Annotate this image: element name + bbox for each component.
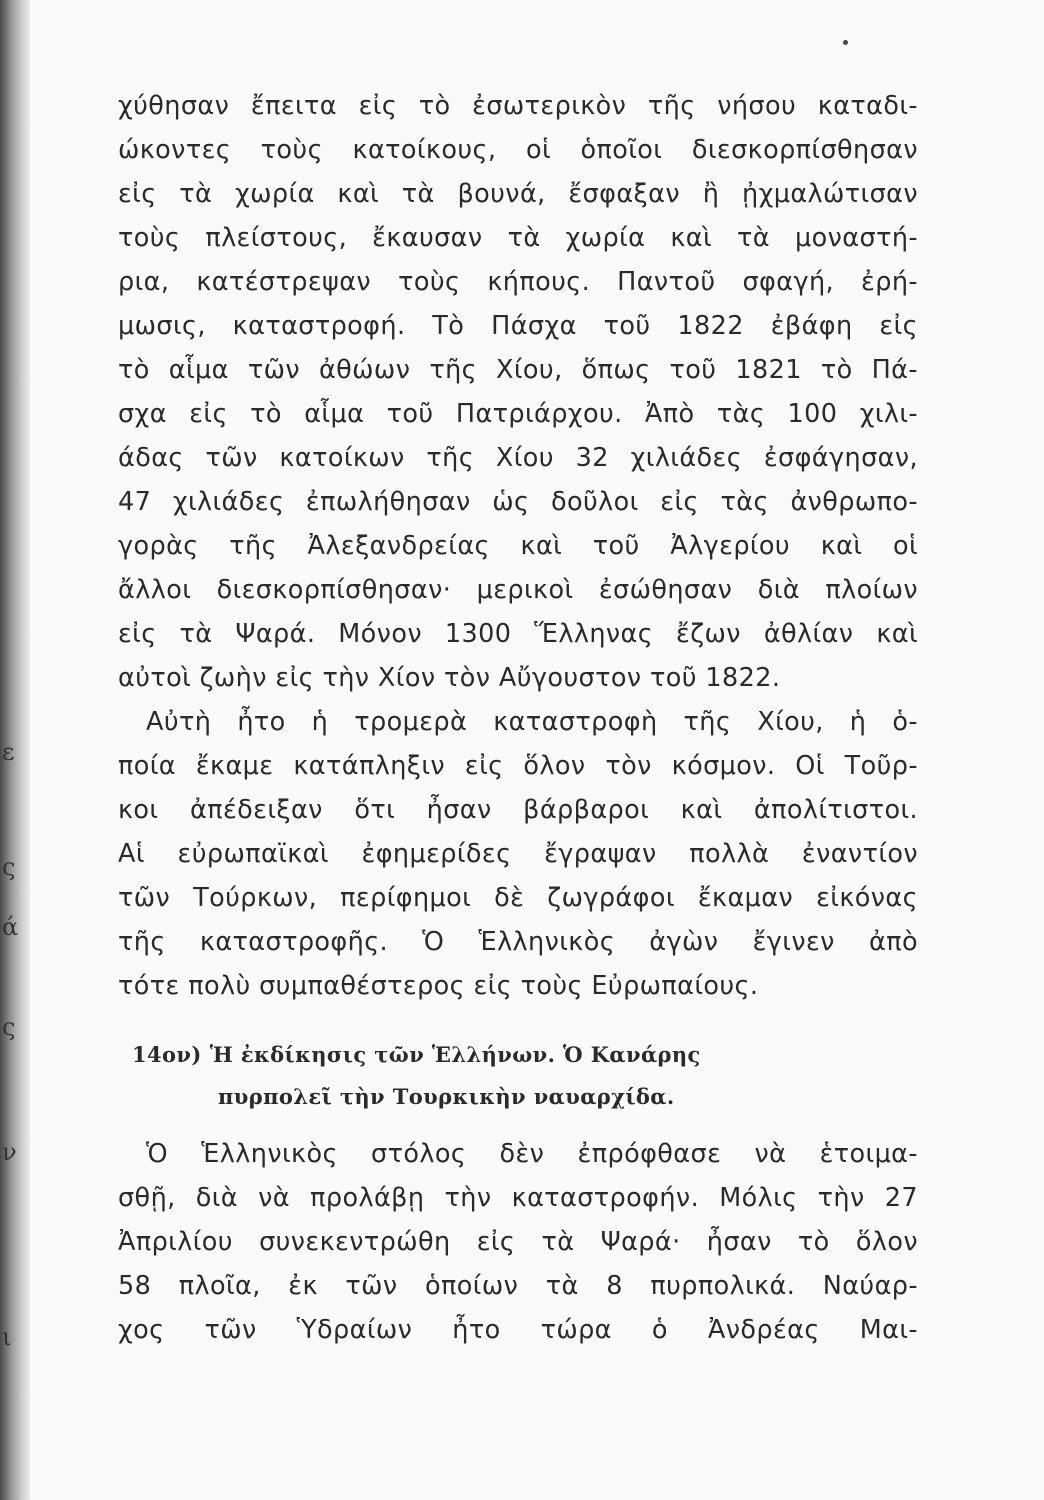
page-text [118, 84, 918, 1352]
text-line: αὐτοὶ ζωὴν εἰς τὴν Χίον τὸν Αὔγουστον τοῦ 1822. [118, 663, 781, 693]
text-line: τότε πολὺ συμπαθέστερος εἰς τοὺς Εὐρωπαίους. [118, 971, 759, 1001]
edge-fragment: ς [2, 1013, 16, 1041]
heading-line-1 [118, 1034, 918, 1076]
text-line: ἄλλοι διεσκορπίσθησαν· μερικοὶ ἐσώθησαν διὰ πλοίων [118, 575, 918, 605]
text-line: Αἱ εὐρωπαϊκαὶ ἐφημερίδες ἔγραψαν πολλὰ ἐναντίον [118, 839, 918, 869]
text-line: μωσις, καταστροφή. Τὸ Πάσχα τοῦ 1822 ἐβάφη εἰς [118, 311, 918, 341]
text-line: ρια, κατέστρεψαν τοὺς κήπους. Παντοῦ σφαγή, ἐρή- [118, 267, 918, 297]
paragraph-chios-massacre [118, 84, 918, 700]
text-line: σθῇ, διὰ νὰ προλάβῃ τὴν καταστροφήν. Μόλις τὴν 27 [118, 1183, 918, 1213]
text-line: τοὺς πλείστους, ἔκαυσαν τὰ χωρία καὶ τὰ μοναστή- [118, 223, 918, 253]
text-line: χύθησαν ἔπειτα εἰς τὸ ἐσωτερικὸν τῆς νήσου καταδι- [118, 91, 918, 121]
text-line: τῶν Τούρκων, περίφημοι δὲ ζωγράφοι ἔκαμαν εἰκόνας [118, 883, 918, 913]
text-line: γορὰς τῆς Ἀλεξανδρείας καὶ τοῦ Ἀλγερίου καὶ οἱ [118, 531, 918, 561]
edge-fragment: ς [2, 853, 16, 881]
text-line: χος τῶν Ὑδραίων ἦτο τώρα ὁ Ἀνδρέας Μαι- [118, 1315, 918, 1345]
text-line: ώκοντες τοὺς κατοίκους, οἱ ὁποῖοι διεσκορπίσθησαν [118, 135, 918, 165]
text-line: Ἀπριλίου συνεκεντρώθη εἰς τὰ Ψαρά· ἦσαν τὸ ὅλον [118, 1227, 918, 1257]
text-line: Αὐτὴ ἦτο ἡ τρομερὰ καταστροφὴ τῆς Χίου, ἡ ὁ- [146, 707, 918, 737]
text-line: άδας τῶν κατοίκων τῆς Χίου 32 χιλιάδες ἐσφάγησαν, [118, 443, 918, 473]
text-line: εἰς τὰ χωρία καὶ τὰ βουνά, ἔσφαξαν ἢ ᾐχμαλώτισαν [118, 179, 918, 209]
paragraph-greek-fleet [118, 1132, 918, 1352]
section-heading [118, 1034, 918, 1118]
edge-fragment: ά [2, 913, 19, 941]
text-line: ποία ἔκαμε κατάπληξιν εἰς ὅλον τὸν κόσμον. Οἱ Τοῦρ- [118, 751, 918, 781]
paragraph-consequences [118, 700, 918, 1008]
facing-page-edge [0, 0, 24, 1500]
text-line: 47 χιλιάδες ἐπωλήθησαν ὡς δοῦλοι εἰς τὰς ἀνθρωπο- [118, 487, 918, 517]
text-line: Ὁ Ἑλληνικὸς στόλος δὲν ἐπρόφθασε νὰ ἑτοιμα- [146, 1139, 918, 1169]
edge-fragment: ν [2, 1138, 17, 1166]
text-line: τῆς καταστροφῆς. Ὁ Ἑλληνικὸς ἀγὼν ἔγινεν ἀπὸ [118, 927, 918, 957]
edge-fragment: ι [2, 1323, 12, 1351]
heading-title: Ἡ ἐκδίκησις τῶν Ἑλλήνων. Ὁ Κανάρης [209, 1042, 701, 1067]
text-line: 58 πλοῖα, ἐκ τῶν ὁποίων τὰ 8 πυρπολικά. Ναύαρ- [118, 1271, 918, 1301]
text-line: κοι ἀπέδειξαν ὅτι ἦσαν βάρβαροι καὶ ἀπολίτιστοι. [118, 795, 918, 825]
text-line: εἰς τὰ Ψαρά. Μόνον 1300 Ἕλληνας ἔζων ἀθλίαν καὶ [118, 619, 918, 649]
heading-line-2: πυρπολεῖ τὴν Τουρκικὴν ναυαρχίδα. [218, 1084, 675, 1109]
edge-fragment: ε [2, 738, 15, 766]
section-number: 14ον) [132, 1042, 202, 1067]
ink-speck [843, 40, 848, 45]
text-line: σχα εἰς τὸ αἷμα τοῦ Πατριάρχου. Ἀπὸ τὰς 100 χιλι- [118, 399, 918, 429]
text-line: τὸ αἷμα τῶν ἀθώων τῆς Χίου, ὅπως τοῦ 1821 τὸ Πά- [118, 355, 918, 385]
